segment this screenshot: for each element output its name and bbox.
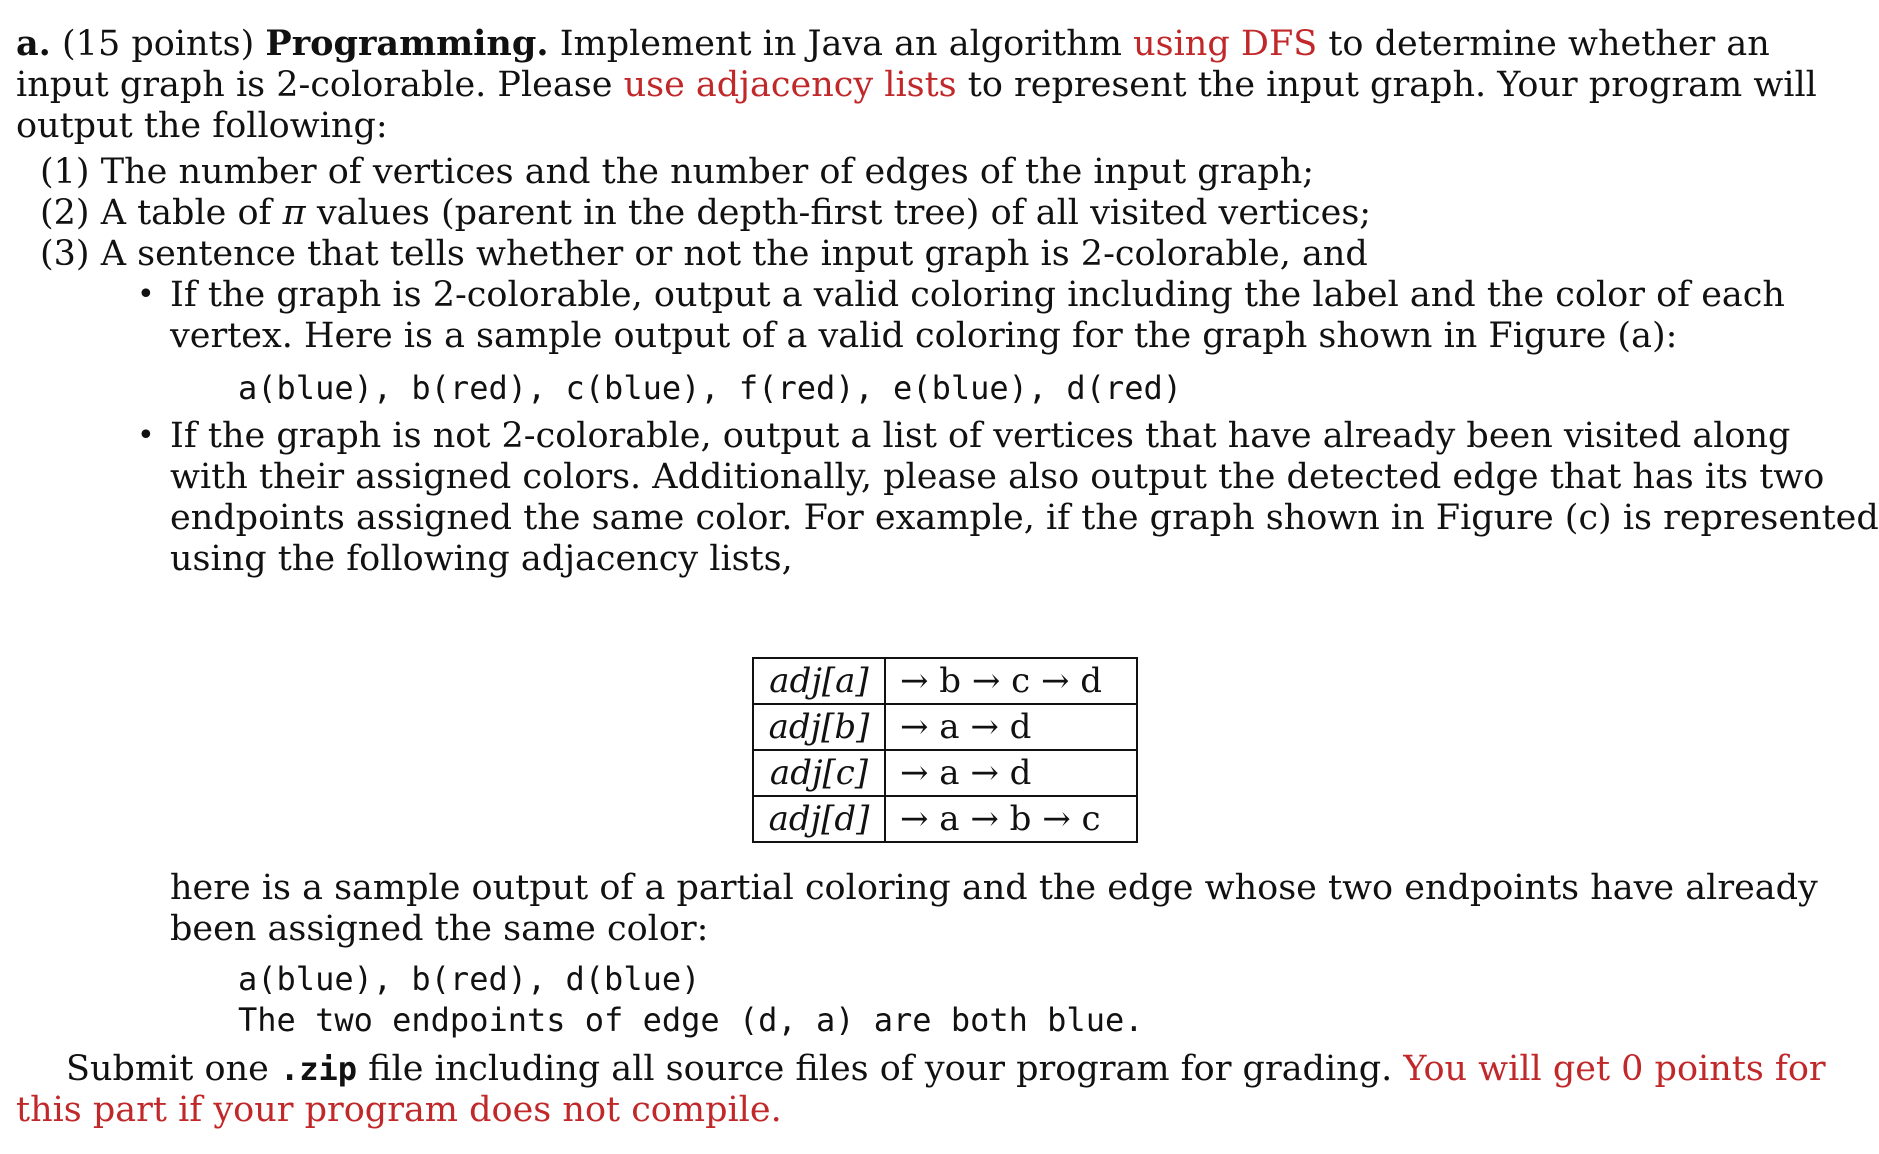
item-number: (1) — [40, 152, 90, 192]
intro-text: input graph is 2-colorable. Please — [16, 65, 613, 105]
zip-extension: .zip — [279, 1050, 358, 1088]
item-number: (2) — [40, 193, 90, 233]
table-row — [753, 796, 1137, 842]
adj-value: → b → c → d — [885, 658, 1137, 704]
adj-key: adj[a] — [753, 658, 885, 704]
conflict-edge-sample: The two endpoints of edge (d, a) are both blue. — [238, 1001, 1144, 1039]
item-text: A table of — [100, 193, 272, 233]
bullet1-line-1: If the graph is 2-colorable, output a valid coloring including the label and the color of each — [170, 275, 1785, 315]
submit-text: Submit one — [66, 1049, 269, 1089]
table-row — [753, 750, 1137, 796]
bullet2-line-4: using the following adjacency lists, — [170, 539, 793, 579]
table-row — [753, 704, 1137, 750]
points-label: (15 points) — [62, 24, 255, 64]
item-2 — [40, 191, 1371, 235]
intro-line-3: output the following: — [16, 106, 388, 146]
section-heading: Programming. — [265, 23, 549, 64]
intro-line-1 — [16, 22, 1770, 66]
bullet1-line-2: vertex. Here is a sample output of a valid coloring for the graph shown in Figure (a): — [170, 316, 1678, 356]
table-row — [753, 658, 1137, 704]
intro-text: to determine whether an — [1328, 24, 1770, 64]
item-text: values (parent in the depth-first tree) of all visited vertices; — [316, 193, 1372, 233]
submit-text: file including all source files of your program for grading. — [368, 1049, 1393, 1089]
item-text: A sentence that tells whether or not the input graph is 2-colorable, and — [100, 234, 1368, 274]
submit-line-1 — [66, 1047, 1826, 1091]
coloring-sample: a(blue), b(red), c(blue), f(red), e(blue), d(red) — [238, 369, 1183, 407]
after-table-line-1: here is a sample output of a partial coloring and the edge whose two endpoints have already — [170, 868, 1818, 908]
adj-value: → a → d — [885, 750, 1137, 796]
bullet2-line-3: endpoints assigned the same color. For example, if the graph shown in Figure (c) is represented — [170, 498, 1879, 538]
adj-key: adj[c] — [753, 750, 885, 796]
adj-value: → a → d — [885, 704, 1137, 750]
adj-key: adj[b] — [753, 704, 885, 750]
adj-key: adj[d] — [753, 796, 885, 842]
pi-symbol: π — [282, 193, 306, 233]
adjacency-highlight: use adjacency lists — [623, 65, 957, 105]
warning-text: You will get 0 points for — [1403, 1049, 1826, 1089]
item-text: The number of vertices and the number of edges of the input graph; — [100, 152, 1315, 192]
bullet-marker: • — [137, 277, 155, 312]
item-3 — [40, 232, 1368, 276]
part-label: a. — [16, 23, 51, 64]
item-1 — [40, 150, 1314, 194]
bullet2-line-2: with their assigned colors. Additionally, please also output the detected edge that has its two — [170, 457, 1825, 497]
after-table-line-2: been assigned the same color: — [170, 909, 709, 949]
adj-value: → a → b → c — [885, 796, 1137, 842]
bullet-marker: • — [137, 418, 155, 453]
item-number: (3) — [40, 234, 90, 274]
dfs-highlight: using DFS — [1133, 24, 1318, 64]
partial-coloring-sample: a(blue), b(red), d(blue) — [238, 960, 701, 998]
intro-text: Implement in Java an algorithm — [559, 24, 1122, 64]
submit-line-2: this part if your program does not compile. — [16, 1090, 782, 1130]
intro-text: to represent the input graph. Your program will — [967, 65, 1817, 105]
intro-line-2 — [16, 63, 1817, 107]
adjacency-table — [752, 657, 1138, 843]
bullet2-line-1: If the graph is not 2-colorable, output a list of vertices that have already been visited along — [170, 416, 1791, 456]
